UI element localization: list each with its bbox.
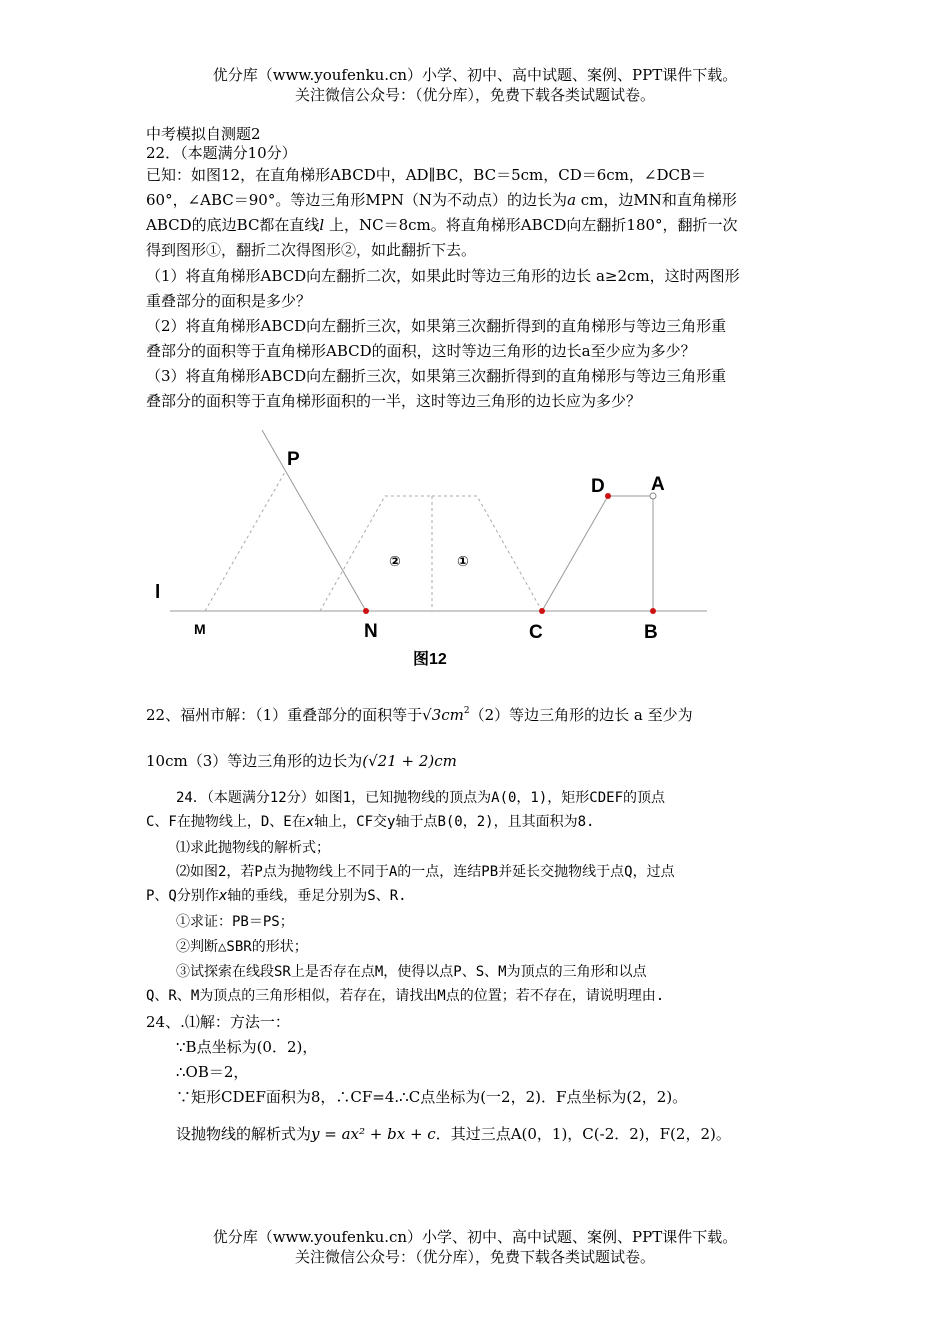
q24-line-2b: 轴上，CF交y轴于点B(0，2)，且其面积为8. xyxy=(314,814,595,830)
q24-sub-3 xyxy=(146,886,407,906)
doc-title: 中考模拟自测题2 xyxy=(146,125,261,143)
answer24-text-a: 设抛物线的解析式为 xyxy=(176,1125,312,1143)
label-m: M xyxy=(194,621,206,637)
answer22-sup: 2 xyxy=(463,706,470,716)
q22-part3-a: （3）将直角梯形ABCD向左翻折三次，如果第三次翻折得到的直角梯形与等边三角形重 xyxy=(146,367,727,385)
answer24-line-4: ∵矩形CDEF面积为8，∴CF=4.∴C点坐标为(一2，2)．F点坐标为(2，2)。 xyxy=(176,1088,688,1106)
line-pn xyxy=(262,430,366,611)
side-cd xyxy=(542,496,608,611)
answer24-line-3: ∴OB＝2， xyxy=(176,1063,249,1081)
label-c: C xyxy=(529,622,543,643)
triangle-side-pm xyxy=(205,472,285,611)
q22-line-3a: ABCD的底边BC都在直线 xyxy=(146,216,320,234)
q24-sub-7: Q、R、M为顶点的三角形相似，若存在，请找出M点的位置；若不存在，请说明理由. xyxy=(146,988,665,1004)
answer24-math: y = ax² + bx + c xyxy=(311,1125,436,1143)
answer24-text-b: ．其过三点A(0，1)，C(-2．2)，F(2，2)。 xyxy=(435,1125,731,1143)
answer22-line-2 xyxy=(146,751,457,771)
q24-sub-3b: 轴的垂线，垂足分别为S、R. xyxy=(227,888,407,904)
q24-var-x-2: x xyxy=(218,888,228,904)
q22-part3-b: 叠部分的面积等于直角梯形面积的一半，这时等边三角形的边长应为多少？ xyxy=(146,392,642,410)
answer24-line-5 xyxy=(176,1124,731,1144)
q24-line-2a: C、F在抛物线上，D、E在 xyxy=(146,814,306,830)
q22-line-2b: cm，边MN和直角梯形 xyxy=(576,191,737,209)
answer22-text-a: 22、福州市解：（1）重叠部分的面积等于 xyxy=(146,706,423,724)
q24-sub-2: ⑵如图2，若P点为抛物线上不同于A的一点，连结PB并延长交抛物线于点Q，过点 xyxy=(176,864,675,880)
point-n xyxy=(363,608,369,614)
q24-sub-3a: P、Q分别作 xyxy=(146,888,219,904)
q22-line-3b: 上，NC＝8cm。将直角梯形ABCD向左翻折180°，翻折一次 xyxy=(324,216,738,234)
label-a: A xyxy=(651,474,665,495)
answer24-line-2: ∵B点坐标为(0．2)， xyxy=(176,1038,318,1056)
q22-line-4: 得到图形①，翻折二次得图形②，如此翻折下去。 xyxy=(146,241,477,259)
figure-caption: 图12 xyxy=(413,651,447,668)
answer22-math-2: (√21 + 2)cm xyxy=(362,752,457,770)
label-p: P xyxy=(287,449,300,470)
answer22-text-c: 10cm（3）等边三角形的边长为 xyxy=(146,752,363,770)
point-b xyxy=(650,608,656,614)
q22-part1-b: 重叠部分的面积是多少？ xyxy=(146,292,312,310)
q22-heading: 22．（本题满分10分） xyxy=(146,144,297,162)
label-l: l xyxy=(155,582,161,603)
answer22-math-1: √3cm xyxy=(422,706,464,724)
q22-part2-a: （2）将直角梯形ABCD向左翻折三次，如果第三次翻折得到的直角梯形与等边三角形重 xyxy=(146,317,727,335)
q24-sub-1: ⑴求此抛物线的解析式； xyxy=(176,840,330,856)
label-n: N xyxy=(364,621,378,642)
trapezoid-fold-2 xyxy=(320,496,432,611)
header-line-2: 关注微信公众号：（优分库），免费下载各类试题试卷。 xyxy=(294,86,655,104)
label-fold-1: ① xyxy=(457,553,469,569)
q24-var-x-1: x xyxy=(305,814,315,830)
answer22-line-1 xyxy=(146,701,693,725)
answer24-line-1: 24、.⑴解：方法一： xyxy=(146,1013,290,1031)
trapezoid-fold-1 xyxy=(432,496,542,611)
q22-line-1: 已知：如图12，在直角梯形ABCD中，AD∥BC，BC＝5cm，CD＝6cm，∠DCB＝ xyxy=(146,166,707,184)
footer-line-1: 优分库（www.youfenku.cn）小学、初中、高中试题、案例、PPT课件下载。 xyxy=(212,1228,738,1246)
q22-line-3 xyxy=(146,215,738,235)
q24-line-2 xyxy=(146,812,594,832)
q24-line-1: 24．（本题满分12分）如图1，已知抛物线的顶点为A(0，1)，矩形CDEF的顶点 xyxy=(176,790,666,806)
point-d xyxy=(605,493,611,499)
answer22-text-b: （2）等边三角形的边长 a 至少为 xyxy=(469,706,693,724)
point-c xyxy=(539,608,545,614)
footer-line-2: 关注微信公众号：（优分库），免费下载各类试题试卷。 xyxy=(294,1248,655,1266)
q22-part1-a: （1）将直角梯形ABCD向左翻折二次，如果此时等边三角形的边长 a≥2cm，这时两图形 xyxy=(146,267,740,285)
label-b: B xyxy=(644,622,658,643)
header-line-1: 优分库（www.youfenku.cn）小学、初中、高中试题、案例、PPT课件下载。 xyxy=(212,66,738,84)
label-d: D xyxy=(591,476,605,497)
q22-var-a: a xyxy=(567,191,577,209)
q24-sub-6: ③试探索在线段SR上是否存在点M，使得以点P、S、M为顶点的三角形和以点 xyxy=(176,964,647,980)
q22-line-2 xyxy=(146,190,737,210)
q24-sub-4: ①求证：PB＝PS； xyxy=(176,914,294,930)
q22-line-2a: 60°，∠ABC＝90°。等边三角形MPN（N为不动点）的边长为 xyxy=(146,191,568,209)
q22-var-l: l xyxy=(319,216,325,234)
figure-12 xyxy=(0,420,950,680)
label-fold-2: ② xyxy=(389,553,401,569)
q22-part2-b: 叠部分的面积等于直角梯形ABCD的面积，这时等边三角形的边长a至少应为多少？ xyxy=(146,342,696,360)
q24-sub-5: ②判断△SBR的形状； xyxy=(176,939,308,955)
